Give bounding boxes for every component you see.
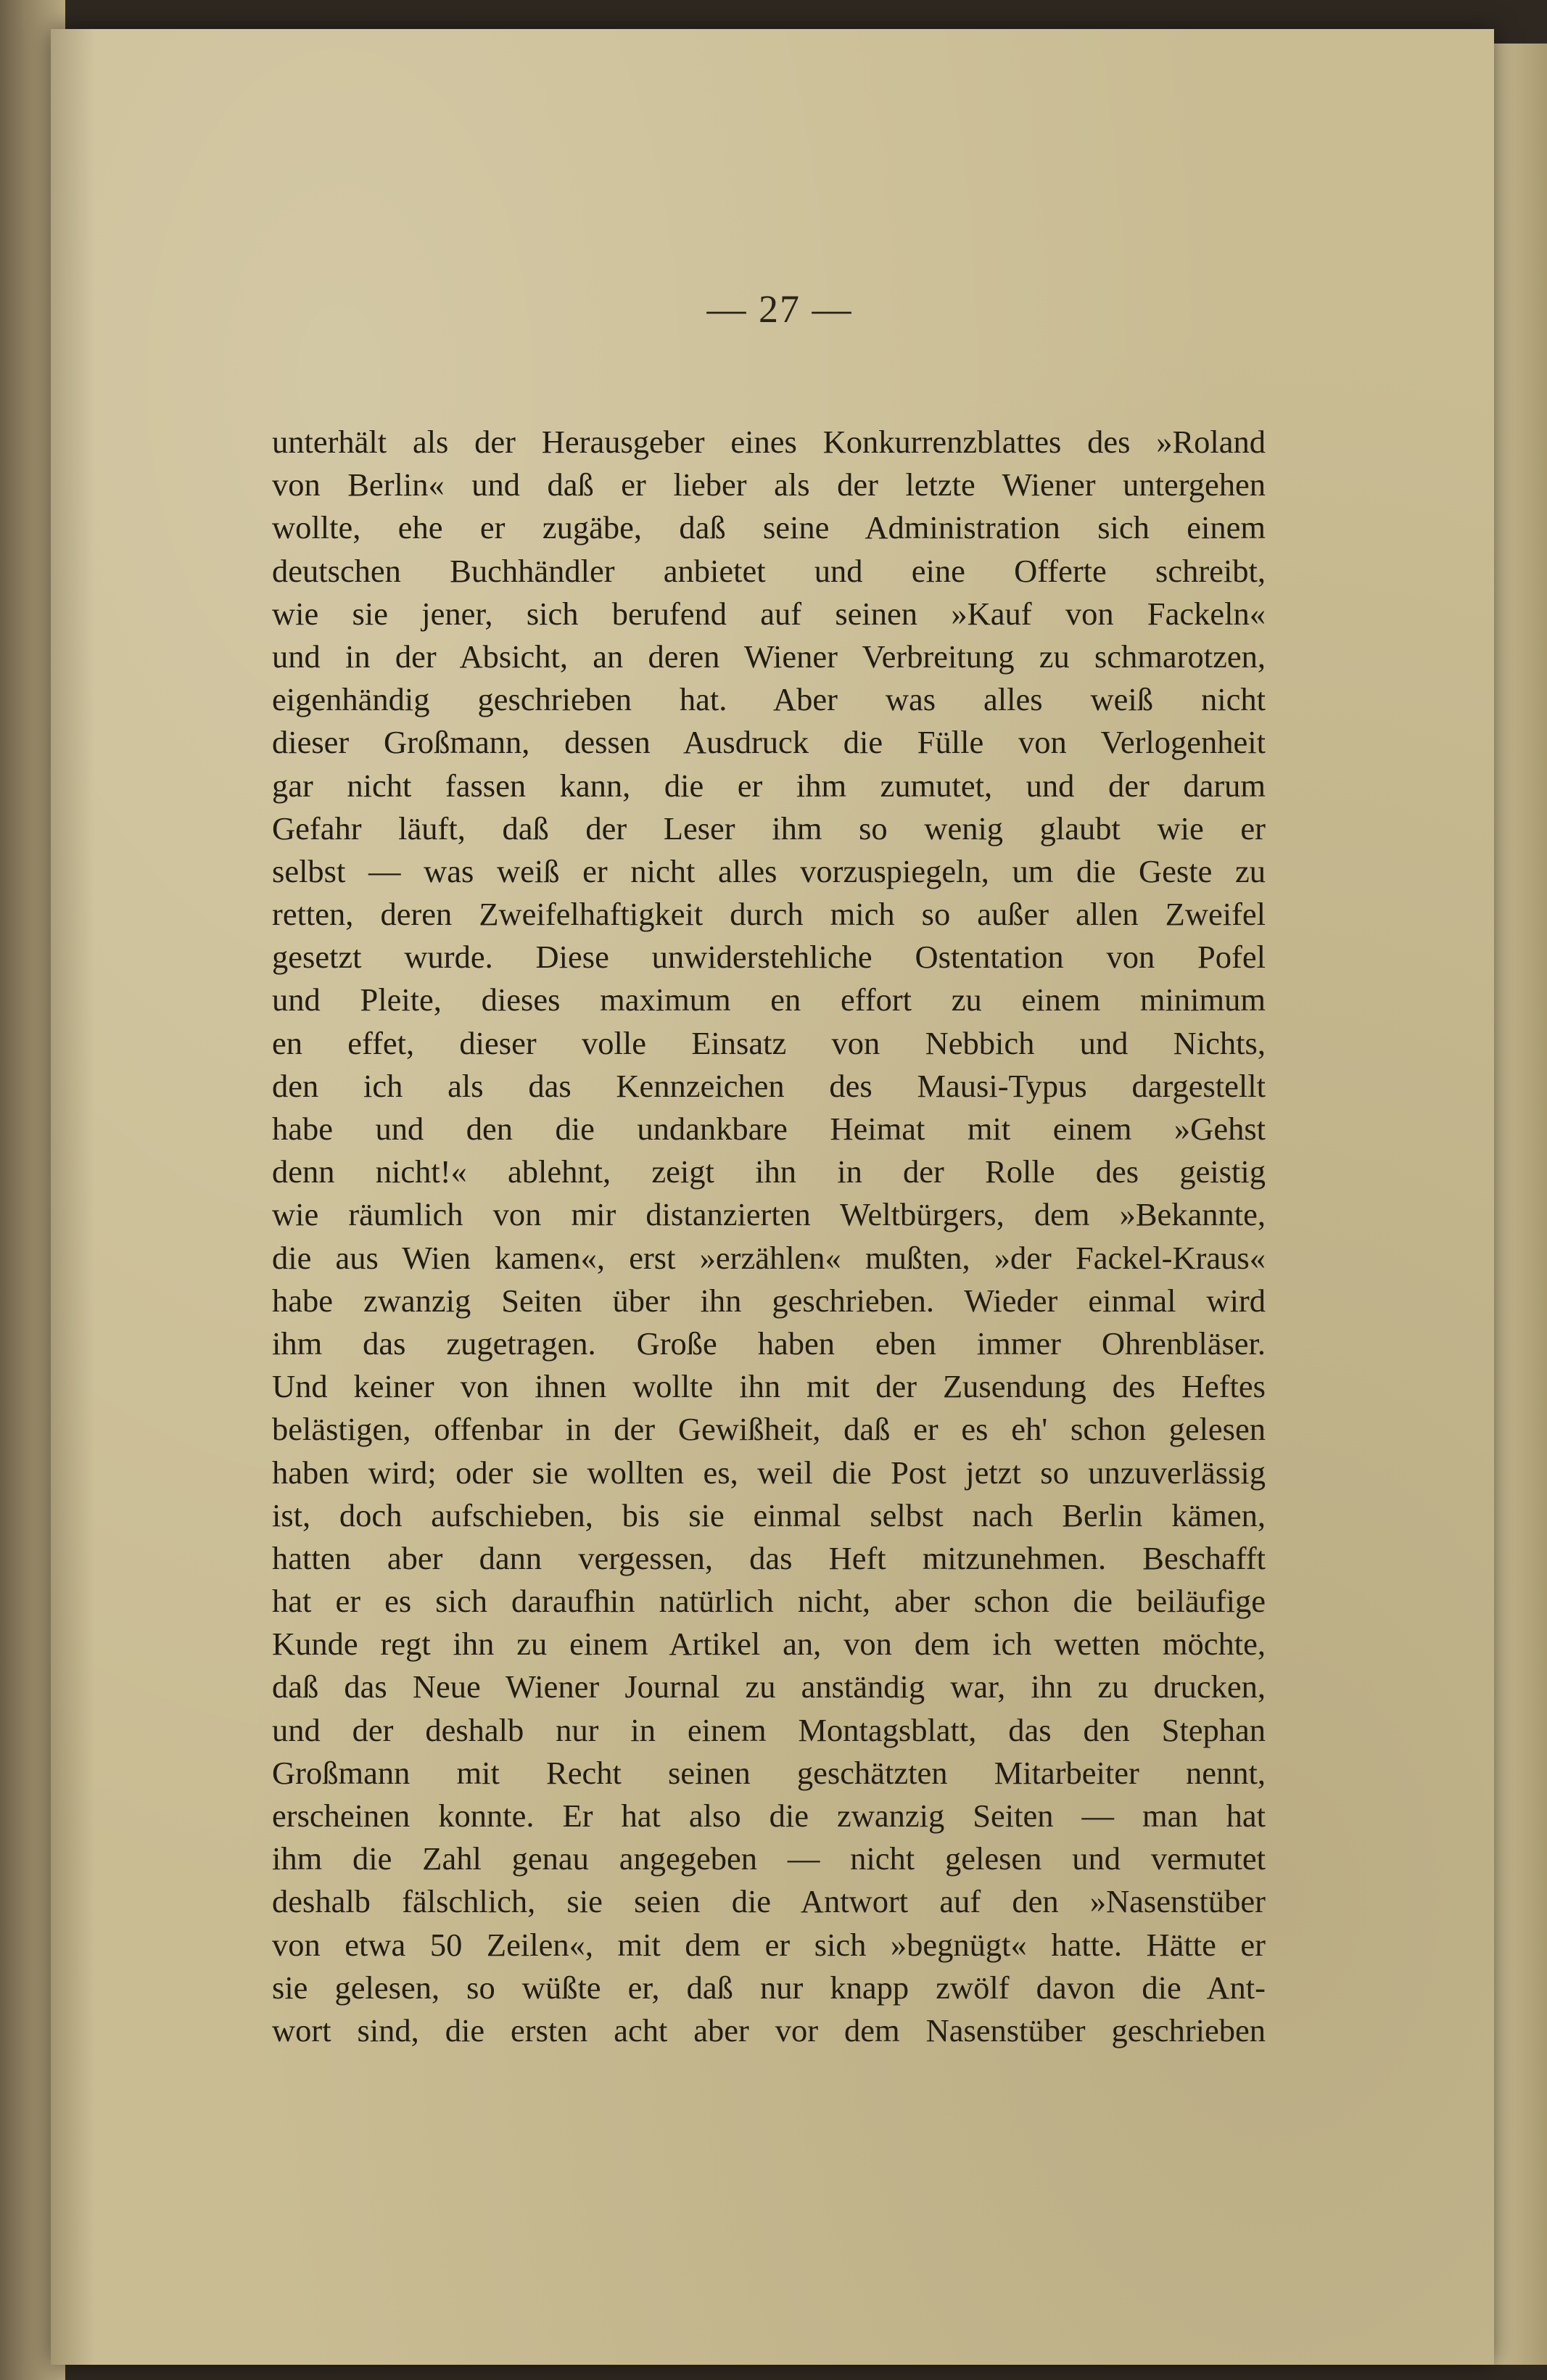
text-line: Und keiner von ihnen wollte ihn mit der Zusendung des Heftes (272, 1368, 1266, 1405)
text-line: deutschen Buchhändler anbietet und eine Offerte schreibt, (272, 552, 1266, 589)
text-line: Gefahr läuft, daß der Leser ihm so wenig glaubt wie er (272, 810, 1266, 847)
text-line: wie räumlich von mir distanzierten Weltbürgers, dem »Bekannte, (272, 1196, 1266, 1233)
text-line: den ich als das Kennzeichen des Mausi-Typus dargestellt (272, 1067, 1266, 1104)
text-line: ihm die Zahl genau angegeben — nicht gelesen und vermutet (272, 1840, 1266, 1877)
text-line: unterhält als der Herausgeber eines Konkurrenzblattes des »Roland (272, 424, 1266, 460)
text-line: daß das Neue Wiener Journal zu anständig war, ihn zu drucken, (272, 1668, 1266, 1705)
text-line: eigenhändig geschrieben hat. Aber was alles weiß nicht (272, 681, 1266, 718)
body-text (272, 421, 1266, 2052)
text-line: die aus Wien kamen«, erst »erzählen« mußten, »der Fackel-Kraus« (272, 1239, 1266, 1276)
book-page (51, 29, 1494, 2365)
text-line: habe zwanzig Seiten über ihn geschrieben. Wieder einmal wird (272, 1282, 1266, 1319)
text-line: Großmann mit Recht seinen geschätzten Mitarbeiter nennt, (272, 1754, 1266, 1791)
text-line: wollte, ehe er zugäbe, daß seine Administration sich einem (272, 509, 1266, 546)
text-line: erscheinen konnte. Er hat also die zwanzig Seiten — man hat (272, 1798, 1266, 1834)
text-line: dieser Großmann, dessen Ausdruck die Fülle von Verlogenheit (272, 724, 1266, 761)
text-line: gesetzt wurde. Diese unwiderstehliche Ostentation von Pofel (272, 939, 1266, 976)
text-line: denn nicht!« ablehnt, zeigt ihn in der Rolle des geistig (272, 1153, 1266, 1190)
text-line: ihm das zugetragen. Große haben eben immer Ohrenbläser. (272, 1325, 1266, 1362)
page-number: — 27 — (706, 287, 853, 331)
text-line: und der deshalb nur in einem Montagsblatt, das den Stephan (272, 1711, 1266, 1748)
text-line: selbst — was weiß er nicht alles vorzuspiegeln, um die Geste zu (272, 852, 1266, 889)
text-line: retten, deren Zweifelhaftigkeit durch mich so außer allen Zweifel (272, 896, 1266, 933)
text-line: sie gelesen, so wüßte er, daß nur knapp zwölf davon die Ant- (272, 1969, 1266, 2006)
text-line: und Pleite, dieses maximum en effort zu einem minimum (272, 981, 1266, 1018)
text-line: habe und den die undankbare Heimat mit einem »Gehst (272, 1111, 1266, 1147)
text-line: haben wird; oder sie wollten es, weil die Post jetzt so unzuverlässig (272, 1454, 1266, 1491)
text-line: ist, doch aufschieben, bis sie einmal selbst nach Berlin kämen, (272, 1496, 1266, 1533)
text-line: deshalb fälschlich, sie seien die Antwort auf den »Nasenstüber (272, 1883, 1266, 1920)
text-line: gar nicht fassen kann, die er ihm zumutet, und der darum (272, 767, 1266, 804)
text-line: und in der Absicht, an deren Wiener Verbreitung zu schmarotzen, (272, 638, 1266, 675)
text-line: belästigen, offenbar in der Gewißheit, daß er es eh' schon gelesen (272, 1411, 1266, 1448)
text-line: hatten aber dann vergessen, das Heft mitzunehmen. Beschafft (272, 1539, 1266, 1576)
text-line: von etwa 50 Zeilen«, mit dem er sich »begnügt« hatte. Hätte er (272, 1926, 1266, 1963)
text-line: hat er es sich daraufhin natürlich nicht, aber schon die beiläufige (272, 1583, 1266, 1620)
text-line: wie sie jener, sich berufend auf seinen »Kauf von Fackeln« (272, 595, 1266, 632)
text-line: wort sind, die ersten acht aber vor dem Nasenstüber geschrieben (272, 2012, 1266, 2048)
text-line: Kunde regt ihn zu einem Artikel an, von dem ich wetten möchte, (272, 1626, 1266, 1663)
text-line: von Berlin« und daß er lieber als der letzte Wiener untergehen (272, 466, 1266, 503)
text-line: en effet, dieser volle Einsatz von Nebbich und Nichts, (272, 1024, 1266, 1061)
